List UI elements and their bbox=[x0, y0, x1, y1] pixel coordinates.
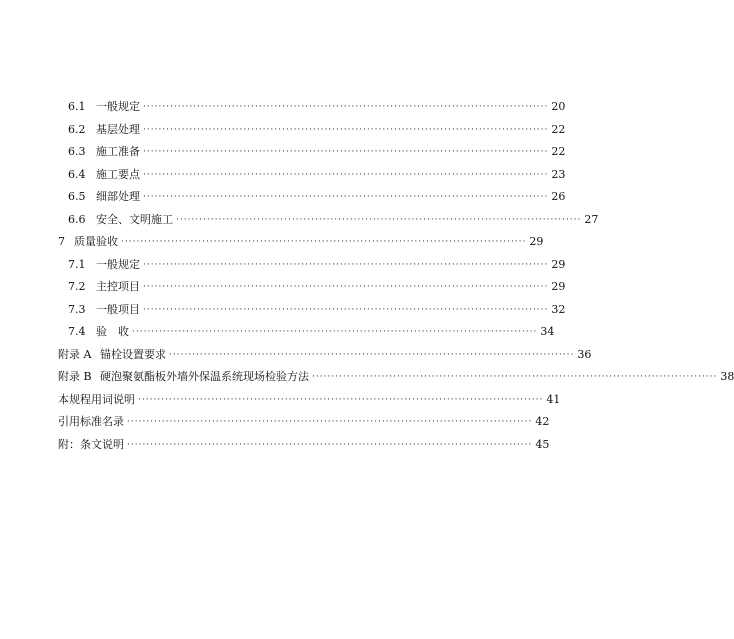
toc-number: 6.1 bbox=[68, 100, 86, 113]
toc-leader-dots: ········································································································· bbox=[143, 282, 549, 292]
toc-leader-dots: ········································································································· bbox=[143, 192, 549, 202]
toc-title: 施工要点 bbox=[96, 168, 140, 181]
toc-page-number: 36 bbox=[577, 348, 592, 361]
toc-title: 一般规定 bbox=[96, 100, 140, 113]
toc-page-number: 45 bbox=[535, 438, 550, 451]
toc-number: 7.2 bbox=[68, 280, 86, 293]
toc-entry-6-4[interactable] bbox=[68, 166, 566, 184]
toc-page-number: 29 bbox=[551, 258, 566, 271]
toc-leader-dots: ········································································································· bbox=[127, 440, 533, 450]
toc-page-number: 41 bbox=[546, 393, 561, 406]
toc-leader-dots: ········································································································· bbox=[121, 237, 527, 247]
toc-number: 6.6 bbox=[68, 213, 86, 226]
toc-number: 7 bbox=[58, 235, 65, 248]
toc-number: 6.5 bbox=[68, 190, 86, 203]
toc-leader-dots: ········································································································· bbox=[143, 260, 549, 270]
toc-leader-dots: ········································································································· bbox=[143, 170, 549, 180]
toc-number: 6.3 bbox=[68, 145, 86, 158]
toc-leader-dots: ········································································································· bbox=[127, 417, 533, 427]
toc-number: 附录 B bbox=[58, 370, 92, 383]
toc-number: 7.3 bbox=[68, 303, 86, 316]
toc-page-number: 32 bbox=[551, 303, 566, 316]
toc-page-number: 29 bbox=[529, 235, 544, 248]
toc-entry-6-3[interactable] bbox=[68, 143, 566, 161]
toc-page-number: 42 bbox=[535, 415, 550, 428]
toc-page-number: 29 bbox=[551, 280, 566, 293]
toc-entry-appendix-a[interactable] bbox=[58, 346, 592, 364]
toc-title: 基层处理 bbox=[96, 123, 140, 136]
toc-title: 施工准备 bbox=[96, 145, 140, 158]
toc-number: 7.4 bbox=[68, 325, 86, 338]
toc-entry-wording-explanation[interactable] bbox=[58, 391, 561, 409]
toc-entry-6-5[interactable] bbox=[68, 188, 566, 206]
toc-page-number: 22 bbox=[551, 123, 566, 136]
toc-leader-dots: ········································································································· bbox=[312, 372, 718, 382]
toc-title: 一般规定 bbox=[96, 258, 140, 271]
toc-page-number: 20 bbox=[551, 100, 566, 113]
toc-entry-6-6[interactable] bbox=[68, 211, 599, 229]
toc-title: 附：条文说明 bbox=[58, 438, 124, 451]
toc-number: 6.4 bbox=[68, 168, 86, 181]
toc-page-number: 26 bbox=[551, 190, 566, 203]
toc-title: 细部处理 bbox=[96, 190, 140, 203]
toc-entry-appendix-b[interactable] bbox=[58, 368, 734, 386]
toc-leader-dots: ········································································································· bbox=[169, 350, 575, 360]
toc-entry-7-2[interactable] bbox=[68, 278, 566, 296]
toc-leader-dots: ········································································································· bbox=[143, 305, 549, 315]
toc-title: 安全、文明施工 bbox=[96, 213, 173, 226]
toc-entry-referenced-standards[interactable] bbox=[58, 413, 550, 431]
toc-page-number: 22 bbox=[551, 145, 566, 158]
toc-title: 本规程用词说明 bbox=[58, 393, 135, 406]
toc-title: 引用标准名录 bbox=[58, 415, 124, 428]
toc-page-number: 34 bbox=[540, 325, 555, 338]
toc-leader-dots: ········································································································· bbox=[132, 327, 538, 337]
toc-title: 主控项目 bbox=[96, 280, 140, 293]
toc-entry-7-3[interactable] bbox=[68, 301, 566, 319]
toc-page-number: 27 bbox=[584, 213, 599, 226]
toc-page-number: 38 bbox=[720, 370, 734, 383]
toc-number: 6.2 bbox=[68, 123, 86, 136]
toc-entry-7-4[interactable] bbox=[68, 323, 555, 341]
toc-title: 锚栓设置要求 bbox=[100, 348, 166, 361]
toc-title: 质量验收 bbox=[74, 235, 118, 248]
toc-entry-7-1[interactable] bbox=[68, 256, 566, 274]
toc-leader-dots: ········································································································· bbox=[138, 395, 544, 405]
toc-leader-dots: ········································································································· bbox=[143, 147, 549, 157]
toc-leader-dots: ········································································································· bbox=[176, 215, 582, 225]
toc-page-number: 23 bbox=[551, 168, 566, 181]
toc-entry-clause-explanation[interactable] bbox=[58, 436, 550, 454]
toc-entry-6-2[interactable] bbox=[68, 121, 566, 139]
toc-entry-7[interactable] bbox=[58, 233, 544, 251]
toc-entry-6-1[interactable] bbox=[68, 98, 566, 116]
toc-number: 附录 A bbox=[58, 348, 92, 361]
toc-title: 硬泡聚氨酯板外墙外保温系统现场检验方法 bbox=[100, 370, 309, 383]
toc-number: 7.1 bbox=[68, 258, 86, 271]
toc-leader-dots: ········································································································· bbox=[143, 102, 549, 112]
toc-title: 验 收 bbox=[96, 325, 129, 338]
toc-leader-dots: ········································································································· bbox=[143, 125, 549, 135]
toc-title: 一般项目 bbox=[96, 303, 140, 316]
